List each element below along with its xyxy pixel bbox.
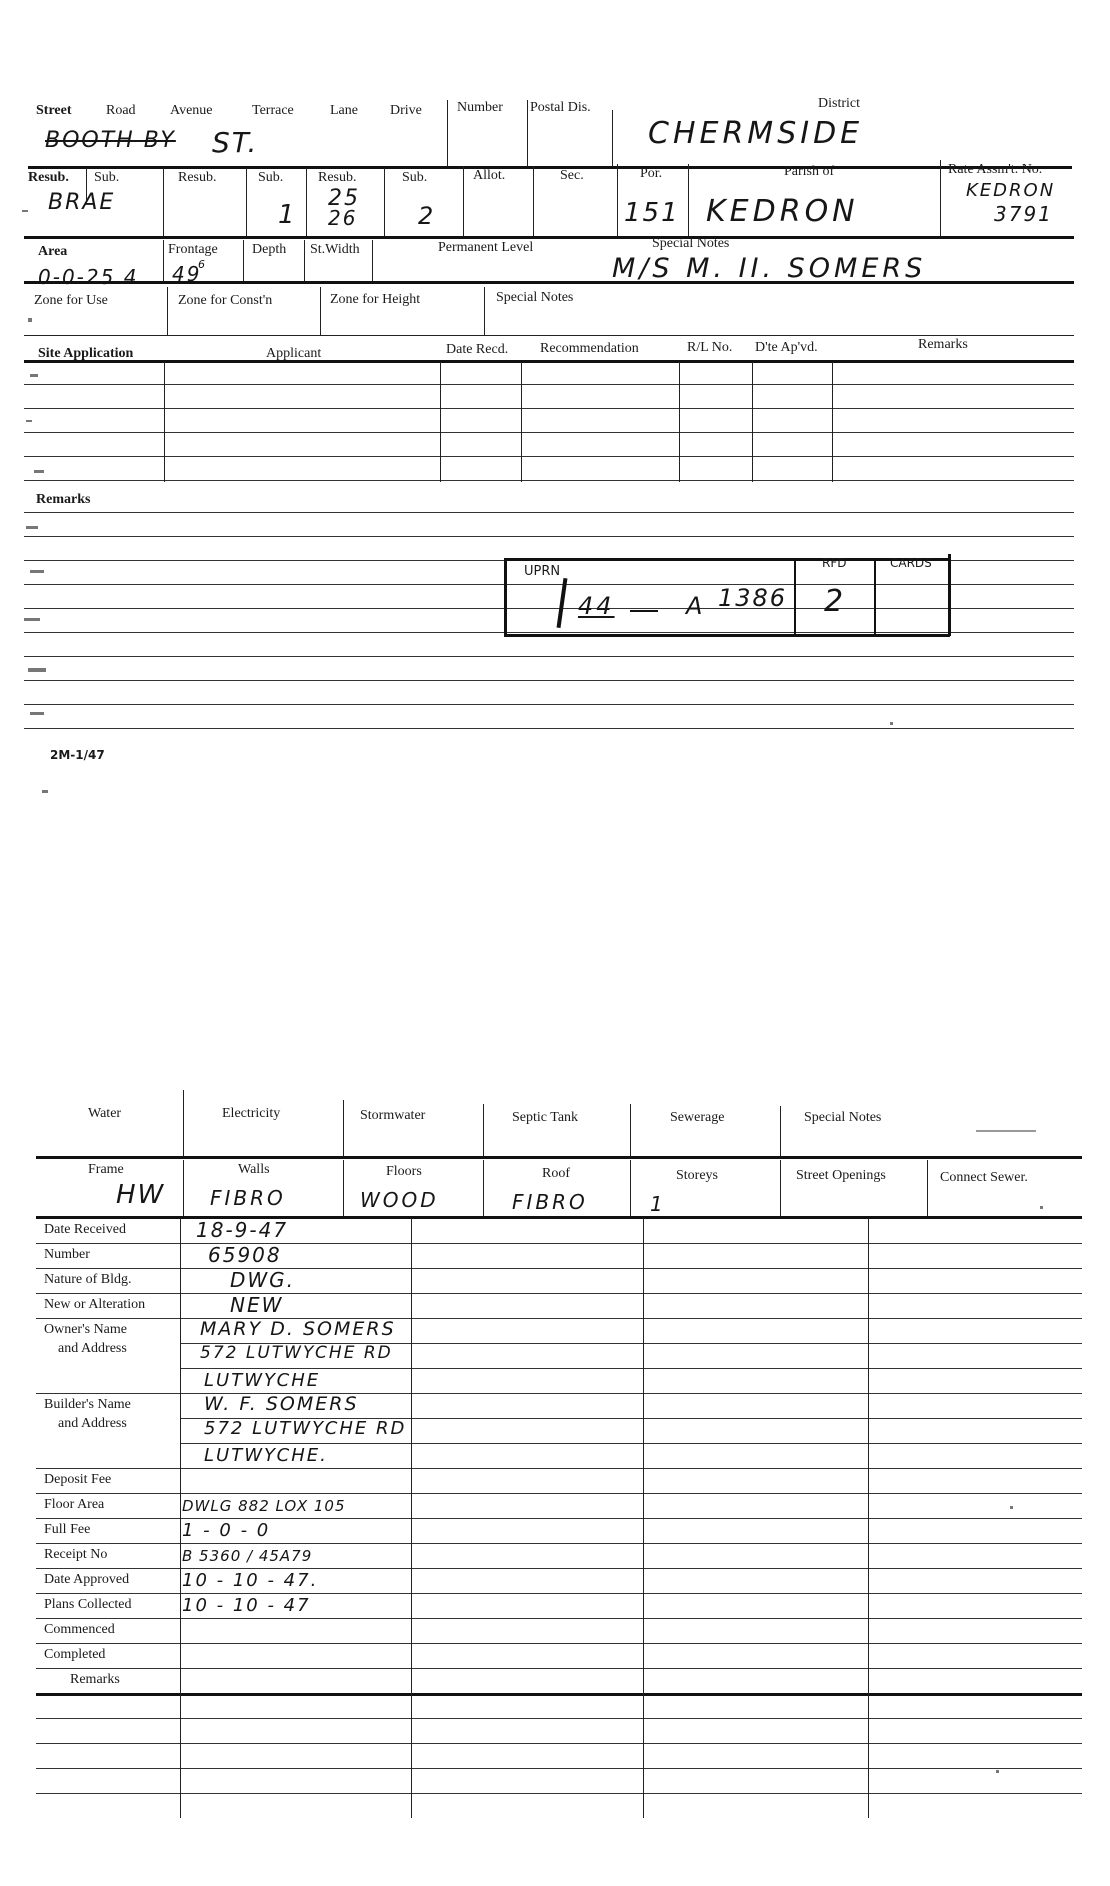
label-roof: Roof	[542, 1166, 570, 1181]
divider	[163, 168, 164, 236]
table-row	[36, 1493, 1082, 1518]
row-label: and Address	[58, 1341, 127, 1356]
table-row	[36, 1443, 1082, 1468]
row-value: LUTWYCHE	[204, 1370, 321, 1391]
divider	[306, 168, 307, 236]
row-value: MARY D. SOMERS	[200, 1318, 396, 1340]
row-rule	[36, 1268, 1082, 1269]
divider	[484, 287, 485, 335]
table-row	[36, 1568, 1082, 1593]
row-rule	[36, 1768, 1082, 1769]
label-stormwater: Stormwater	[360, 1108, 426, 1123]
scan-speck	[22, 210, 28, 212]
row-rule	[24, 728, 1074, 729]
divider	[612, 110, 613, 166]
row-rule	[36, 1243, 1082, 1244]
label-sewerage: Sewerage	[670, 1110, 725, 1125]
divider	[163, 240, 164, 282]
scan-speck	[28, 668, 46, 672]
scan-speck	[26, 420, 32, 422]
label-parish: Parish of	[784, 164, 835, 179]
divider	[440, 362, 441, 482]
divider	[483, 1160, 484, 1218]
row-label: Remarks	[70, 1672, 120, 1687]
label-rate-assessment: Rate Assm't. No.	[948, 162, 1043, 177]
divider	[521, 362, 522, 482]
label-lane: Lane	[330, 103, 358, 118]
label-street-openings: Street Openings	[796, 1168, 886, 1183]
row-rule	[36, 1468, 1082, 1469]
row-label: Deposit Fee	[44, 1472, 112, 1487]
label-floors: Floors	[386, 1164, 422, 1179]
resub-value-top: 25	[328, 186, 360, 211]
row-label: Full Fee	[44, 1522, 91, 1537]
scan-speck	[34, 470, 44, 473]
row-value: LUTWYCHE.	[204, 1445, 328, 1466]
row-value: 572 LUTWYCHE RD	[204, 1418, 407, 1439]
divider	[384, 168, 385, 236]
frame-value: HW	[116, 1180, 166, 1210]
row-rule	[24, 236, 1074, 239]
row-rule	[24, 408, 1074, 409]
row-value: W. F. SOMERS	[204, 1393, 359, 1415]
row-label: Completed	[44, 1647, 106, 1662]
stamp-divider	[874, 558, 876, 636]
divider	[643, 1218, 644, 1818]
label-avenue: Avenue	[170, 103, 213, 118]
rfd-value: 2	[824, 584, 846, 619]
table-row	[36, 1668, 1082, 1693]
row-rule	[24, 281, 1074, 284]
row-label: Nature of Bldg.	[44, 1272, 132, 1287]
row-rule	[24, 456, 1074, 457]
uprn-label: UPRN	[524, 564, 561, 579]
divider	[183, 1090, 184, 1158]
divider	[483, 1104, 484, 1158]
row-label: Owner's Name	[44, 1322, 127, 1337]
frontage-inches-value: 6	[198, 258, 207, 271]
form-code: 2M-1/47	[50, 748, 105, 762]
row-rule	[24, 512, 1074, 513]
sub-value: 1	[278, 200, 297, 230]
row-rule	[180, 1343, 1082, 1344]
divider	[780, 1106, 781, 1158]
divider	[246, 168, 247, 236]
divider	[183, 1160, 184, 1218]
label-district: District	[818, 96, 860, 111]
table-row	[36, 1518, 1082, 1543]
divider	[243, 240, 244, 282]
frontage-value: 49	[172, 262, 202, 286]
uprn-dash	[630, 610, 658, 612]
divider	[527, 100, 528, 166]
scan-speck	[30, 570, 44, 573]
row-rule	[36, 1643, 1082, 1644]
row-rule	[24, 480, 1074, 481]
row-rule	[36, 1156, 1082, 1159]
divider	[343, 1100, 344, 1158]
label-connect-sewer: Connect Sewer.	[940, 1170, 1028, 1185]
row-rule	[36, 1293, 1082, 1294]
row-label: Receipt No	[44, 1547, 108, 1562]
scan-speck	[42, 790, 48, 793]
divider	[630, 1104, 631, 1158]
label-septic-tank: Septic Tank	[512, 1110, 579, 1125]
floors-value: WOOD	[360, 1188, 439, 1212]
table-row	[36, 1243, 1082, 1268]
scan-speck	[26, 526, 38, 529]
label-resub-2: Resub.	[178, 170, 217, 185]
uprn-slash-mark	[557, 578, 568, 628]
portion-value: 151	[624, 198, 680, 228]
uprn-value-prefix: 44	[578, 592, 615, 620]
divider	[411, 1218, 412, 1818]
scan-speck	[30, 374, 38, 377]
resub-value: BRAE	[48, 190, 116, 215]
walls-value: FIBRO	[210, 1186, 286, 1210]
row-rule	[36, 1618, 1082, 1619]
uprn-stamp	[504, 554, 950, 640]
label-road: Road	[106, 103, 136, 118]
row-rule	[36, 1743, 1082, 1744]
label-storeys: Storeys	[676, 1168, 718, 1183]
label-zone-construction: Zone for Const'n	[178, 293, 273, 308]
row-rule	[24, 656, 1074, 657]
label-sub-3: Sub.	[402, 170, 428, 185]
row-label: Commenced	[44, 1622, 115, 1637]
label-site-application: Site Application	[38, 346, 134, 361]
label-postal-district: Postal Dis.	[530, 100, 591, 115]
row-label: Plans Collected	[44, 1597, 132, 1612]
table-row	[36, 1618, 1082, 1643]
label-zone-height: Zone for Height	[330, 292, 421, 307]
label-sec: Sec.	[560, 168, 584, 183]
row-rule	[36, 1718, 1082, 1719]
label-sub: Sub.	[94, 170, 120, 185]
label-resub: Resub.	[28, 170, 69, 185]
label-frame: Frame	[88, 1162, 124, 1177]
row-rule	[36, 1568, 1082, 1569]
label-terrace: Terrace	[252, 103, 294, 118]
uprn-value-mid: A	[686, 592, 705, 620]
label-street: Street	[36, 103, 72, 118]
row-value: 18-9-47	[196, 1218, 289, 1242]
label-por: Por.	[640, 166, 663, 181]
row-label: Builder's Name	[44, 1397, 131, 1412]
resub-value-bottom: 26	[328, 206, 358, 230]
scan-speck	[996, 1770, 999, 1773]
label-date-approved: D'te Ap'vd.	[755, 340, 818, 355]
table-row	[36, 1643, 1082, 1668]
table-row	[36, 1318, 1082, 1343]
row-rule	[24, 536, 1074, 537]
special-notes-value: M/S M. II. SOMERS	[612, 253, 927, 284]
row-rule	[36, 1493, 1082, 1494]
divider	[868, 1218, 869, 1818]
row-rule	[36, 1318, 1082, 1319]
street-type-value: ST.	[212, 126, 259, 159]
row-rule	[36, 1668, 1082, 1669]
label-drive: Drive	[390, 103, 422, 118]
row-rule	[180, 1418, 1082, 1419]
label-walls: Walls	[238, 1162, 270, 1177]
table-row	[36, 1393, 1082, 1418]
label-electricity: Electricity	[222, 1106, 281, 1121]
table-row	[36, 1418, 1082, 1443]
district-value: CHERMSIDE	[648, 116, 864, 151]
divider	[752, 362, 753, 482]
roof-value: FIBRO	[512, 1190, 588, 1214]
parish-value: KEDRON	[706, 194, 859, 229]
divider	[463, 166, 464, 236]
row-rule	[24, 704, 1074, 705]
stamp-top-rule	[504, 558, 950, 561]
scan-speck	[30, 712, 44, 715]
row-rule	[36, 1543, 1082, 1544]
divider	[320, 287, 321, 335]
row-label: Date Approved	[44, 1572, 130, 1587]
divider	[927, 1160, 928, 1218]
label-special-notes-2: Special Notes	[496, 290, 574, 305]
scan-speck	[28, 318, 32, 322]
label-special-notes: Special Notes	[652, 236, 730, 251]
divider	[180, 1218, 181, 1818]
table-row	[36, 1293, 1082, 1318]
table-row	[36, 1218, 1082, 1243]
scan-speck	[24, 618, 40, 621]
uprn-value-suffix: 1386	[718, 584, 788, 612]
scan-speck	[1010, 1506, 1013, 1509]
divider	[167, 287, 168, 335]
row-value: NEW	[230, 1293, 284, 1317]
row-value: 1 - 0 - 0	[182, 1520, 271, 1541]
label-applicant: Applicant	[266, 346, 322, 361]
divider	[343, 1160, 344, 1218]
label-site-remarks: Remarks	[918, 337, 968, 352]
divider	[533, 166, 534, 236]
divider	[832, 362, 833, 482]
label-special-notes-services: Special Notes	[804, 1110, 882, 1125]
row-value: 572 LUTWYCHE RD	[200, 1343, 393, 1363]
row-label: Floor Area	[44, 1497, 105, 1512]
row-value: DWG.	[230, 1268, 296, 1292]
row-label: New or Alteration	[44, 1297, 146, 1312]
label-date-recd: Date Recd.	[446, 342, 509, 357]
stamp-divider	[794, 558, 796, 636]
row-value: DWLG 882 LOX 105	[182, 1497, 346, 1515]
row-rule	[36, 1793, 1082, 1794]
label-recommendation: Recommendation	[540, 341, 639, 356]
label-number: Number	[457, 100, 503, 115]
table-row	[36, 1268, 1082, 1293]
divider	[688, 164, 689, 236]
row-rule	[24, 432, 1074, 433]
row-rule	[24, 360, 1074, 363]
divider	[617, 164, 618, 236]
row-rule	[24, 335, 1074, 336]
street-name-struck: BOOTH BY	[45, 128, 176, 153]
label-permanent-level: Permanent Level	[438, 240, 534, 255]
table-row	[36, 1468, 1082, 1493]
row-rule	[36, 1593, 1082, 1594]
divider	[679, 362, 680, 482]
label-zone-use: Zone for Use	[34, 293, 108, 308]
row-rule	[36, 1393, 1082, 1394]
row-value: 10 - 10 - 47	[182, 1595, 311, 1616]
row-rule	[24, 680, 1074, 681]
divider	[86, 168, 87, 200]
divider	[630, 1160, 631, 1218]
divider	[164, 362, 165, 482]
label-remarks: Remarks	[36, 492, 91, 507]
row-label: and Address	[58, 1416, 127, 1431]
row-value: 10 - 10 - 47.	[182, 1570, 319, 1591]
label-water: Water	[88, 1106, 122, 1121]
label-sub-2: Sub.	[258, 170, 284, 185]
label-rl-no: R/L No.	[687, 340, 733, 355]
label-resub-3: Resub.	[318, 170, 357, 185]
row-rule	[180, 1368, 1082, 1369]
divider	[372, 240, 373, 282]
stamp-left-rule	[504, 558, 507, 636]
stamp-right-rule	[948, 554, 951, 636]
row-rule	[36, 1693, 1082, 1696]
row-value: B 5360 / 45A79	[182, 1547, 313, 1565]
divider	[304, 240, 305, 282]
row-rule	[36, 1518, 1082, 1519]
scan-speck	[890, 722, 893, 725]
cards-label: CARDS	[890, 556, 932, 570]
divider	[447, 100, 448, 166]
divider	[940, 160, 941, 236]
storeys-value: 1	[650, 1192, 665, 1216]
divider	[780, 1160, 781, 1218]
label-frontage: Frontage	[168, 242, 218, 257]
rfd-label: RFD	[822, 556, 847, 570]
table-row	[36, 1368, 1082, 1393]
table-row	[36, 1343, 1082, 1368]
rate-number-value: 3791	[994, 202, 1053, 226]
label-depth: Depth	[252, 242, 287, 257]
row-value: 65908	[208, 1243, 282, 1267]
sub-value-3: 2	[418, 202, 436, 230]
row-rule	[24, 384, 1074, 385]
area-value: 0-0-25.4	[38, 265, 139, 289]
stamp-bottom-rule	[504, 634, 950, 637]
label-area: Area	[38, 244, 68, 259]
row-label: Number	[44, 1247, 90, 1262]
scan-speck	[976, 1130, 1036, 1132]
scan-speck	[1040, 1206, 1043, 1209]
row-rule	[180, 1443, 1082, 1444]
label-allot: Allot.	[473, 168, 506, 183]
label-st-width: St.Width	[310, 242, 360, 257]
row-label: Date Received	[44, 1222, 127, 1237]
rate-parish-value: KEDRON	[966, 180, 1056, 201]
table-row	[36, 1593, 1082, 1618]
row-rule	[28, 166, 1072, 169]
table-row	[36, 1543, 1082, 1568]
